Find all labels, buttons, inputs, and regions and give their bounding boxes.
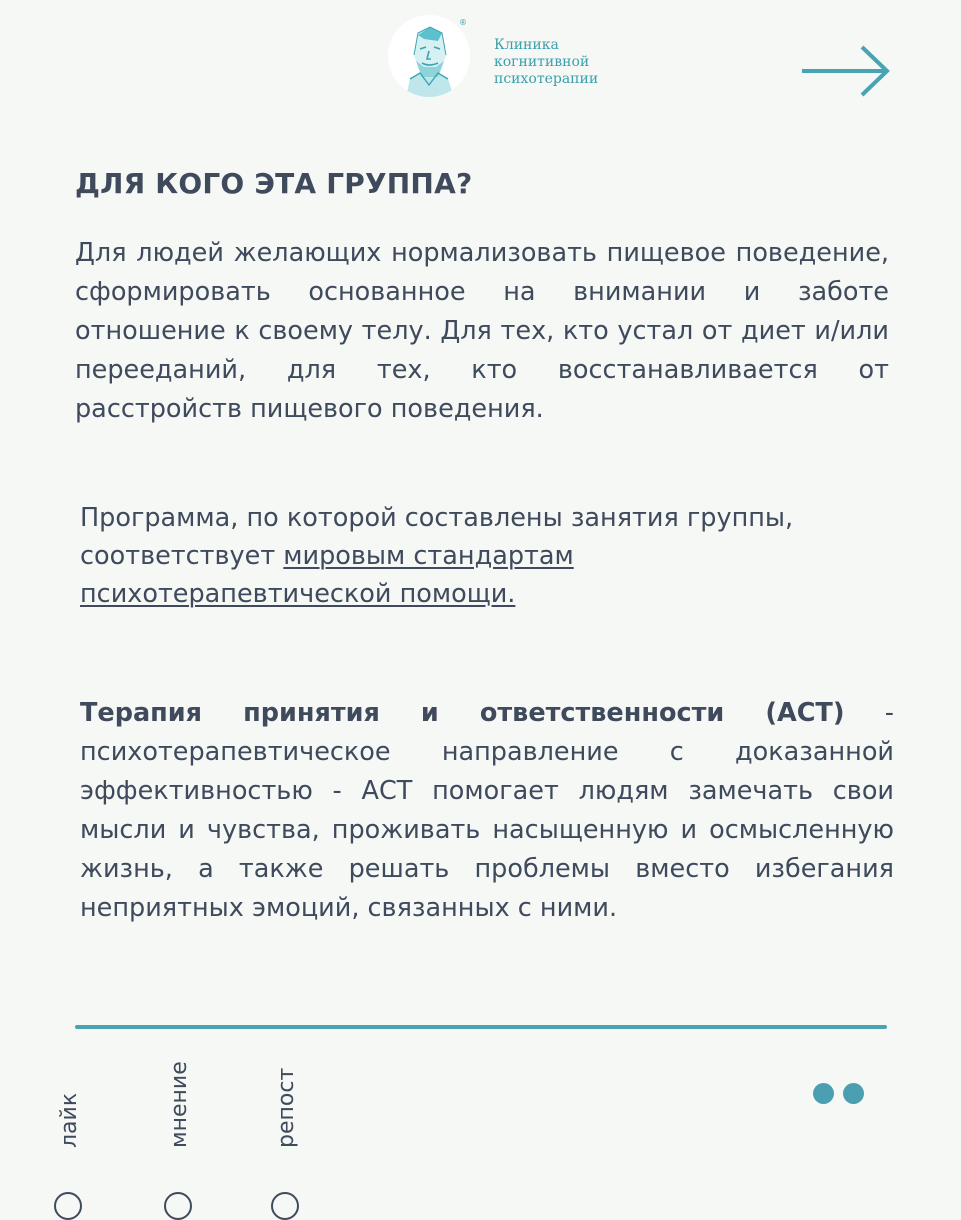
like-action[interactable] [55,1070,115,1200]
pagination-dot[interactable] [813,1083,834,1104]
arrow-right-icon [800,44,892,98]
divider [75,1025,887,1029]
clinic-name-line: психотерапии [494,71,599,87]
pagination-dot-active[interactable] [843,1083,864,1104]
clinic-logo [388,15,470,97]
like-circle-icon [54,1192,82,1220]
clinic-name [494,37,634,88]
intro-paragraph: Для людей желающих нормализовать пищевое поведение, сформировать основанное на внимании и заботе отношение к своему телу. Для тех, кто устал от диет и/или переeданий, для тех, кто восстанавливается от расстройств пищевого поведения. [75,238,889,424]
comment-label: мнение [167,1061,192,1148]
clinic-name-line: Клиника [494,37,559,53]
repost-label: репост [274,1067,299,1148]
repost-action[interactable] [272,1067,332,1200]
comment-action[interactable] [165,1061,225,1200]
act-term: Терапия принятия и ответственности (АСТ) [80,698,845,728]
act-description: - психотерапевтическое направление с доказанной эффективностью - АСТ помогает людям замечать свои мысли и чувства, проживать насыщенную и осмысленную жизнь, а также решать проблемы вместо избегания неприятных эмоций, связанных с ними. [80,698,894,923]
clinic-name-line: когнитивной [494,54,590,70]
repost-circle-icon [271,1192,299,1220]
registered-mark: ® [459,18,467,27]
act-paragraph [80,694,894,928]
program-text: Программа, по которой составлены занятия группы, соответствует [80,503,794,571]
section-heading: ДЛЯ КОГО ЭТА ГРУППА? [75,167,473,200]
next-slide-button[interactable] [800,44,892,98]
program-paragraph [80,499,880,613]
comment-circle-icon [164,1192,192,1220]
portrait-logo-icon [388,15,470,97]
standards-link[interactable]: мировым стандартам психотерапевтической помощи. [80,541,574,609]
like-label: лайк [57,1092,82,1148]
